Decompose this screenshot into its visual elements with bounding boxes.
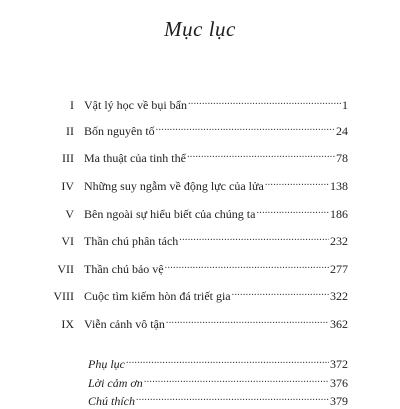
dot-leader bbox=[156, 123, 335, 135]
chapter-number: VI bbox=[61, 234, 74, 248]
dot-leader bbox=[166, 316, 329, 328]
toc-entry[interactable] bbox=[0, 123, 400, 139]
page-number: 1 bbox=[342, 98, 348, 112]
section-title: Lời cảm ơn bbox=[88, 376, 143, 390]
section-title: Phụ lục bbox=[88, 357, 125, 371]
toc-entry[interactable] bbox=[0, 316, 400, 332]
dot-leader bbox=[265, 178, 329, 190]
page-number: 372 bbox=[330, 357, 348, 371]
chapter-title: Ma thuật của tinh thể bbox=[84, 151, 186, 165]
chapter-title: Cuộc tìm kiếm hòn đá triết gia bbox=[84, 289, 231, 303]
chapter-number: III bbox=[62, 151, 74, 165]
page-number: 78 bbox=[336, 151, 348, 165]
page-number: 376 bbox=[330, 376, 348, 390]
page-number: 232 bbox=[330, 234, 348, 248]
toc-entry[interactable] bbox=[0, 233, 400, 249]
toc-entry-back-matter[interactable] bbox=[0, 393, 400, 409]
page-number: 138 bbox=[330, 179, 348, 193]
page-number: 186 bbox=[330, 207, 348, 221]
toc-entry-back-matter[interactable] bbox=[0, 375, 400, 391]
toc-entry[interactable] bbox=[0, 261, 400, 277]
dot-leader bbox=[232, 288, 329, 300]
chapter-number: VII bbox=[57, 262, 74, 276]
toc-entry[interactable] bbox=[0, 97, 400, 113]
toc-entry[interactable] bbox=[0, 288, 400, 304]
chapter-title: Bên ngoài sự hiểu biết của chúng ta bbox=[84, 207, 256, 221]
dot-leader bbox=[188, 97, 341, 109]
page-number: 322 bbox=[330, 289, 348, 303]
toc-entry[interactable] bbox=[0, 150, 400, 166]
toc-entry[interactable] bbox=[0, 178, 400, 194]
chapter-number: I bbox=[70, 98, 74, 112]
chapter-title: Viễn cảnh vô tận bbox=[84, 317, 165, 331]
chapter-title: Thần chú phân tách bbox=[84, 234, 179, 248]
toc-entry[interactable] bbox=[0, 206, 400, 222]
chapter-number: V bbox=[65, 207, 74, 221]
dot-leader bbox=[144, 375, 329, 387]
page-number: 24 bbox=[336, 124, 348, 138]
chapter-number: II bbox=[66, 124, 74, 138]
page-number: 362 bbox=[330, 317, 348, 331]
chapter-title: Bốn nguyên tố bbox=[84, 124, 155, 138]
dot-leader bbox=[187, 150, 335, 162]
chapter-number: VIII bbox=[53, 289, 74, 303]
page-number: 277 bbox=[330, 262, 348, 276]
chapter-title: Thần chú bảo vệ bbox=[84, 262, 164, 276]
toc-entry-back-matter[interactable] bbox=[0, 356, 400, 372]
dot-leader bbox=[126, 356, 329, 368]
chapter-title: Vật lý học về bụi bẩn bbox=[84, 98, 187, 112]
section-title: Chú thích bbox=[88, 394, 135, 408]
dot-leader bbox=[256, 206, 329, 218]
chapter-number: IX bbox=[61, 317, 74, 331]
page-title: Mục lục bbox=[164, 17, 236, 41]
page-number: 379 bbox=[330, 394, 348, 408]
chapter-number: IV bbox=[61, 179, 74, 193]
dot-leader bbox=[179, 233, 329, 245]
dot-leader bbox=[165, 261, 329, 273]
chapter-title: Những suy ngẫm về động lực của lửa bbox=[84, 179, 264, 193]
dot-leader bbox=[136, 393, 329, 405]
